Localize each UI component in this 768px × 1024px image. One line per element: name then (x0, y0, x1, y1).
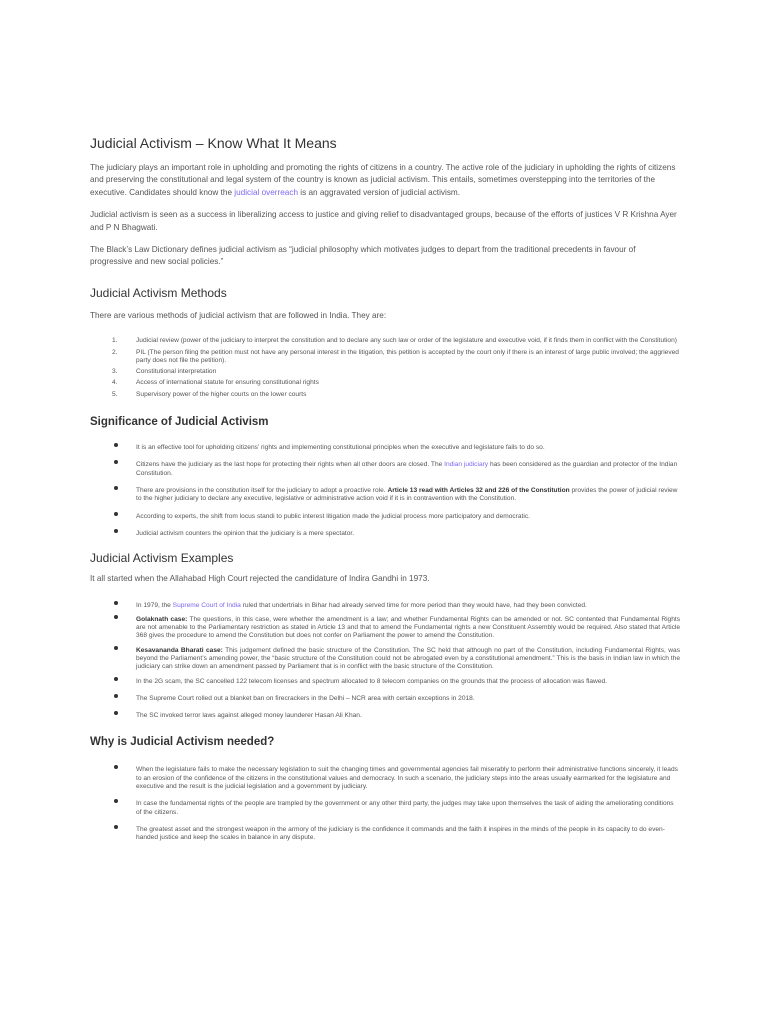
intro-paragraph-3: The Black’s Law Dictionary defines judicial activism as “judicial philosophy which motivates judges to depart from the traditional precedents in favour of progressive and new social policies.” (90, 245, 636, 267)
document-page (90, 134, 680, 843)
indian-judiciary-link[interactable]: Indian judiciary (444, 461, 489, 469)
bullet-icon (114, 711, 118, 715)
list-item: 3. Constitutional interpretation (112, 368, 217, 376)
methods-list (90, 337, 680, 399)
intro-text: is an aggravated version of judicial activism. (298, 187, 461, 197)
methods-lead: There are various methods of judicial activism that are followed in India. They are: (90, 310, 387, 320)
intro-paragraph-1 (90, 162, 680, 199)
needed-list (90, 766, 680, 842)
list-item: Citizens have the judiciary as the last hope for protecting their rights when all other doors are closed. The Indian judiciary has been considered as the guardian and protector of the Indian Constitution. (90, 461, 680, 478)
examples-heading: Judicial Activism Examples (90, 551, 234, 566)
examples-list (90, 602, 680, 721)
list-item: Judicial activism counters the opinion that the judiciary is a mere spectator. (90, 530, 680, 538)
methods-heading: Judicial Activism Methods (90, 285, 227, 300)
list-item: 5. Supervisory power of the higher courts on the lower courts (112, 390, 307, 398)
bullet-icon (114, 646, 118, 650)
list-item: It is an effective tool for upholding citizens’ rights and implementing constitutional principles when the executive and legislature fails to do so. (90, 444, 680, 452)
list-item: The greatest asset and the strongest weapon in the armory of the judiciary is the confidence it commands and the faith it inspires in the minds of the people in its capacity to do even-handed justice and keep the scales in balance in any dispute. (90, 826, 680, 843)
bullet-icon (114, 486, 118, 490)
list-item: Kesavananda Bharati case: This judgement defined the basic structure of the Constitution. The SC held that although no part of the Constitution, including Fundamental Rights, was beyond the Parliament’s amending power, the “basic structure of the Constitution could not be abrogated even by a constitutional amendment.” This is the basis in Indian law in which the judiciary can strike down an amendment passed by Parliament that is in conflict with the basic structure of the Constitution. (90, 647, 680, 672)
bullet-icon (114, 601, 118, 605)
judicial-overreach-link[interactable]: judicial overreach (234, 187, 298, 197)
bullet-icon (114, 825, 118, 829)
bullet-icon (114, 694, 118, 698)
list-item: The Supreme Court rolled out a blanket ban on firecrackers in the Delhi – NCR area with certain exceptions in 2018. (90, 695, 680, 703)
significance-heading: Significance of Judicial Activism (90, 416, 269, 429)
page-title: Judicial Activism – Know What It Means (90, 135, 337, 151)
list-item: When the legislature fails to make the necessary legislation to suit the changing times and governmental agencies fail miserably to perform their administrative functions sincerely, it leads to an erosion of the confidence of the citizens in the constitutional values and democracy. In such a scenario, the judiciary steps into the areas usually earmarked for the legislature and executive and the result is the judicial legislation and a government by judiciary. (90, 766, 680, 791)
list-item: 2. PIL (The person filing the petition must not have any personal interest in the litigation, this petition is accepted by the court only if there is an interest of large public involved; the aggrieved party does not file the petition). (112, 348, 679, 364)
list-item: In 1979, the Supreme Court of India ruled that undertrials in Bihar had already served time for more period than they would have, had they been convicted. (90, 602, 680, 610)
list-item: 1. Judicial review (power of the judiciary to interpret the constitution and to declare any such law or order of the legislature and executive void, if it finds them in conflict with the Constitution) (112, 337, 677, 345)
bullet-icon (114, 443, 118, 447)
bullet-icon (114, 677, 118, 681)
bullet-icon (114, 512, 118, 516)
bullet-icon (114, 615, 118, 619)
list-item: There are provisions in the constitution itself for the judiciary to adopt a proactive role. Article 13 read with Articles 32 and 226 of the Constitution provides the power of judicial review to the higher judiciary to declare any executive, legislative or administrative action void if it is in contravention with the Constitution. (90, 487, 680, 504)
intro-paragraph-2: Judicial activism is seen as a success in liberalizing access to justice and giving relief to disadvantaged groups, because of the efforts of justices V R Krishna Ayer and P N Bhagwati. (90, 210, 677, 232)
list-item: The SC invoked terror laws against alleged money launderer Hasan Ali Khan. (90, 712, 680, 720)
list-item: In case the fundamental rights of the people are trampled by the government or any other third party, the judges may take upon themselves the task of aiding the ameliorating conditions of the citizens. (90, 800, 680, 817)
list-item: In the 2G scam, the SC cancelled 122 telecom licenses and spectrum allocated to 8 telecom companies on the grounds that the process of allocation was flawed. (90, 678, 680, 686)
needed-heading: Why is Judicial Activism needed? (90, 736, 275, 749)
bullet-icon (114, 460, 118, 464)
list-item: According to experts, the shift from locus standi to public interest litigation made the judicial process more participatory and democratic. (90, 513, 680, 521)
bullet-icon (114, 529, 118, 533)
bullet-icon (114, 799, 118, 803)
examples-lead: It all started when the Allahabad High Court rejected the candidature of Indira Gandhi in 1973. (90, 574, 430, 584)
intro-text: The judiciary plays an important role in upholding and promoting the rights of citizens in a country. The active role of the judiciary in upholding the rights of citizens and preserving the constitutional and legal system of the country is known as judicial activism. This entails, sometimes overstepping into the territories of the executive. Candidates should know the (90, 163, 676, 197)
bullet-icon (114, 765, 118, 769)
list-item: 4. Access of international statute for ensuring constitutional rights (112, 379, 319, 387)
supreme-court-link[interactable]: Supreme Court of India (172, 601, 241, 609)
significance-list (90, 444, 680, 538)
list-item: Golaknath case: The questions, in this case, were whether the amendment is a law; and whether Fundamental Rights can be amended or not. SC contented that Fundamental Rights are not amenable to the Parliamentary restriction as stated in Article 13 and that to amend the Fundamental rights a new Constituent Assembly would be required. Also stated that Article 368 gives the procedure to amend the Constitution but does not confer on Parliament the power to amend the Constitution. (90, 616, 680, 641)
